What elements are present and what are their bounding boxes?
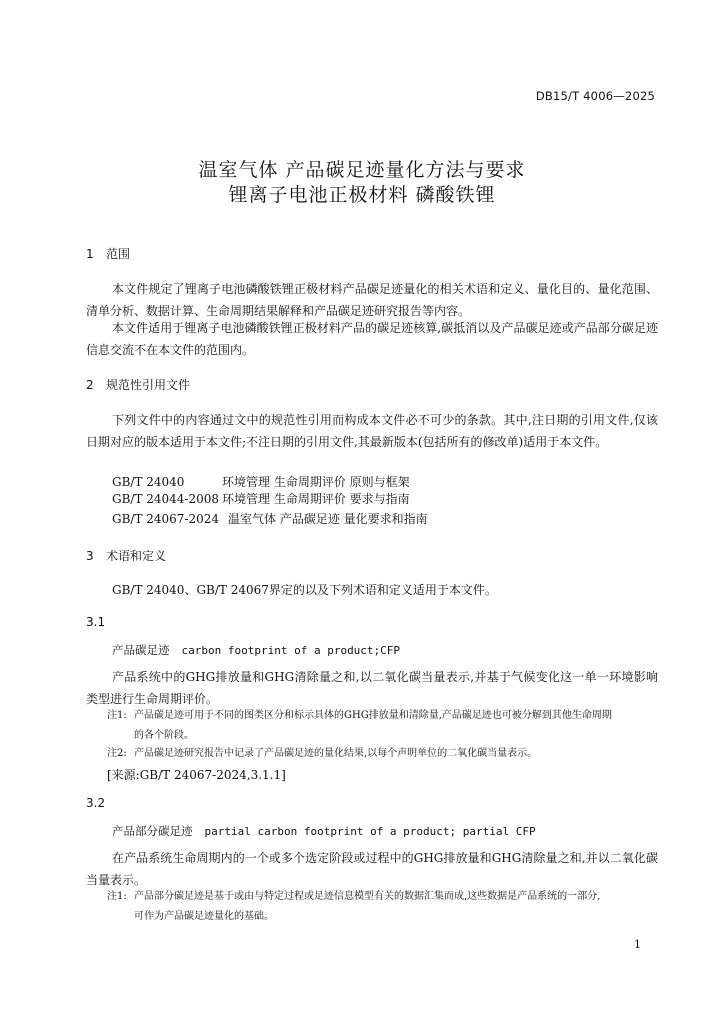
term-heading: [112, 823, 536, 839]
term-number: 3.1: [86, 615, 106, 629]
term-english: carbon footprint of a product;CFP: [181, 644, 401, 657]
section-1-paragraph-1: 本文件规定了锂离子电池磷酸铁锂正极材料产品碳足迹量化的相关术语和定义、量化目的、量化范围、清单分析、数据计算、生命周期结果解释和产品碳足迹研究报告等内容。: [86, 282, 658, 318]
term-definition: 产品系统中的GHG排放量和GHG清除量之和,以二氧化碳当量表示,并基于气候变化这一单一环境影响类型进行生命周期评价。: [86, 670, 658, 706]
term-chinese: 产品碳足迹: [112, 643, 170, 657]
term-note: [107, 744, 658, 764]
reference-code: GB/T 24044-2008: [112, 492, 220, 506]
term-chinese: 产品部分碳足迹: [112, 824, 193, 838]
section-2-paragraph-1: 下列文件中的内容通过文中的规范性引用而构成本文件必不可少的条款。其中,注日期的引用文件,仅该日期对应的版本适用于本文件;不注日期的引用文件,其最新版本(包括所有的修改单)适用于本文件。: [86, 413, 658, 449]
term-number: 3.2: [86, 796, 106, 810]
section-number: 1: [86, 247, 94, 261]
note-text: 产品部分碳足迹是基于或由与特定过程或足迹信息模型有关的数据汇集而成,这些数据是产品系统的一部分,: [134, 891, 601, 902]
reference-code: GB/T 24067-2024: [112, 512, 220, 526]
term-english: partial carbon footprint of a product; partial CFP: [204, 825, 536, 838]
section-title: 范围: [106, 247, 131, 261]
reference-name: 环境管理 生命周期评价 要求与指南: [222, 492, 410, 506]
document-title-line-2: 锂离子电池正极材料 磷酸铁锂: [228, 184, 496, 206]
note-label: 注1:: [107, 710, 127, 721]
note-text: 产品碳足迹研究报告中记录了产品碳足迹的量化结果,以每个声明单位的二氧化碳当量表示。: [134, 748, 538, 759]
section-3-heading: [86, 547, 166, 564]
reference-item: [112, 473, 410, 490]
section-1-heading: [86, 245, 130, 262]
section-2-heading: [86, 376, 190, 393]
note-text-continued: 可作为产品碳足迹量化的基础。: [134, 911, 274, 922]
term-definition: 在产品系统生命周期内的一个或多个选定阶段或过程中的GHG排放量和GHG清除量之和,并以二氧化碳当量表示。: [86, 851, 658, 887]
reference-name: 环境管理 生命周期评价 原则与框架: [222, 475, 410, 489]
page-number: 1: [634, 938, 641, 951]
note-label: 注2:: [107, 748, 127, 759]
reference-code: GB/T 24040: [112, 475, 185, 489]
term-source: [来源:GB/T 24067-2024,3.1.1]: [107, 768, 286, 782]
term-note: [107, 706, 658, 746]
note-text-continued: 的各个阶段。: [134, 730, 194, 741]
reference-name: 温室气体 产品碳足迹 量化要求和指南: [228, 512, 428, 526]
section-number: 3: [86, 549, 94, 563]
term-note: [107, 887, 658, 927]
reference-item: [112, 490, 410, 507]
note-label: 注1:: [107, 891, 127, 902]
section-number: 2: [86, 378, 94, 392]
reference-item: [112, 510, 428, 527]
section-title: 规范性引用文件: [106, 378, 191, 392]
document-title-line-1: 温室气体 产品碳足迹量化方法与要求: [198, 159, 526, 181]
standard-code: DB15/T 4006—2025: [535, 89, 655, 103]
term-heading: [112, 642, 400, 658]
section-1-paragraph-2: 本文件适用于锂离子电池磷酸铁锂正极材料产品的碳足迹核算,碳抵消以及产品碳足迹或产品部分碳足迹信息交流不在本文件的范围内。: [86, 321, 658, 357]
section-title: 术语和定义: [106, 549, 167, 563]
section-3-paragraph-1: GB/T 24040、GB/T 24067界定的以及下列术语和定义适用于本文件。: [112, 583, 497, 597]
note-text: 产品碳足迹可用于不同的图类区分和标示具体的GHG排放量和清除量,产品碳足迹也可被分解到其他生命周期: [134, 710, 612, 721]
